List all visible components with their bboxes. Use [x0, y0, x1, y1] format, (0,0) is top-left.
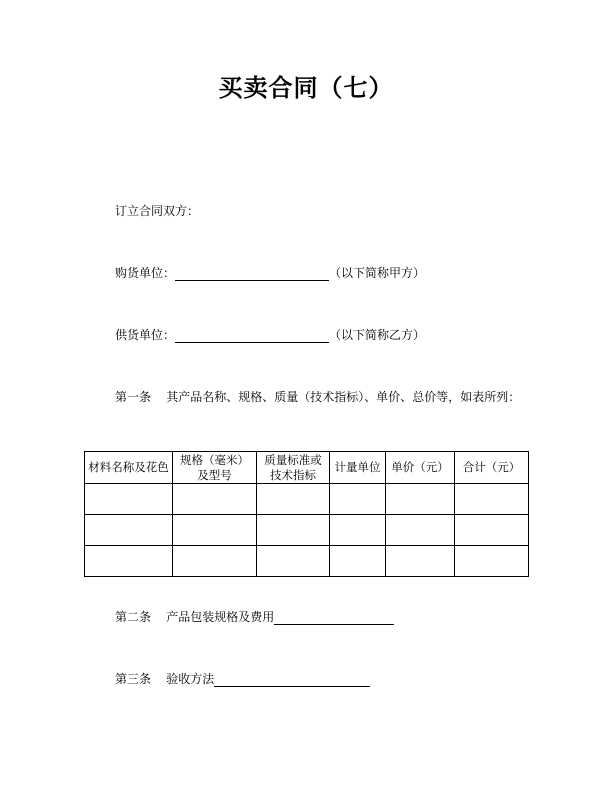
buyer-name-blank[interactable]: [175, 267, 329, 281]
table-cell[interactable]: [257, 546, 330, 577]
buyer-label: 购货单位：: [115, 266, 176, 280]
table-cell[interactable]: [85, 484, 173, 515]
table-cell[interactable]: [455, 515, 529, 546]
supplier-name-blank[interactable]: [175, 329, 329, 343]
table-cell[interactable]: [386, 484, 455, 515]
table-cell[interactable]: [85, 515, 173, 546]
table-cell[interactable]: [173, 515, 257, 546]
article-3-line: [115, 671, 370, 687]
table-cell[interactable]: [386, 515, 455, 546]
table-row: [85, 484, 529, 515]
table-cell[interactable]: [257, 515, 330, 546]
supplier-suffix: （以下简称乙方）: [329, 328, 426, 342]
inspection-method-blank[interactable]: [214, 673, 370, 687]
packaging-blank[interactable]: [274, 611, 394, 625]
header-quality-standard: 质量标准或技术指标: [257, 452, 330, 484]
buyer-suffix: （以下简称甲方）: [329, 266, 426, 280]
table-cell[interactable]: [330, 546, 386, 577]
header-specification: 规格（毫米）及型号: [173, 452, 257, 484]
table-cell[interactable]: [330, 484, 386, 515]
table-cell[interactable]: [455, 484, 529, 515]
page-title: 买卖合同（七）: [218, 74, 394, 102]
table-cell[interactable]: [257, 484, 330, 515]
header-unit: 计量单位: [330, 452, 386, 484]
table-cell[interactable]: [173, 546, 257, 577]
header-total: 合计（元）: [455, 452, 529, 484]
buyer-line: [115, 265, 425, 281]
supplier-label: 供货单位：: [115, 328, 176, 342]
table-cell[interactable]: [85, 546, 173, 577]
header-unit-price: 单价（元）: [386, 452, 455, 484]
article-1: 第一条 其产品名称、规格、质量（技术指标）、单价、总价等，如表所列：: [115, 390, 521, 404]
product-table: [84, 451, 529, 577]
table-cell[interactable]: [455, 546, 529, 577]
article-3: 第三条 验收方法: [115, 672, 215, 686]
table-row: [85, 546, 529, 577]
article-2-line: [115, 609, 394, 625]
table-header-row: [85, 452, 529, 484]
header-material-name: 材料名称及花色: [85, 452, 173, 484]
table-row: [85, 515, 529, 546]
table-cell[interactable]: [173, 484, 257, 515]
article-2: 第二条 产品包装规格及费用: [115, 610, 275, 624]
table-cell[interactable]: [386, 546, 455, 577]
parties-heading: 订立合同双方：: [115, 204, 200, 218]
supplier-line: [115, 327, 425, 343]
table-cell[interactable]: [330, 515, 386, 546]
